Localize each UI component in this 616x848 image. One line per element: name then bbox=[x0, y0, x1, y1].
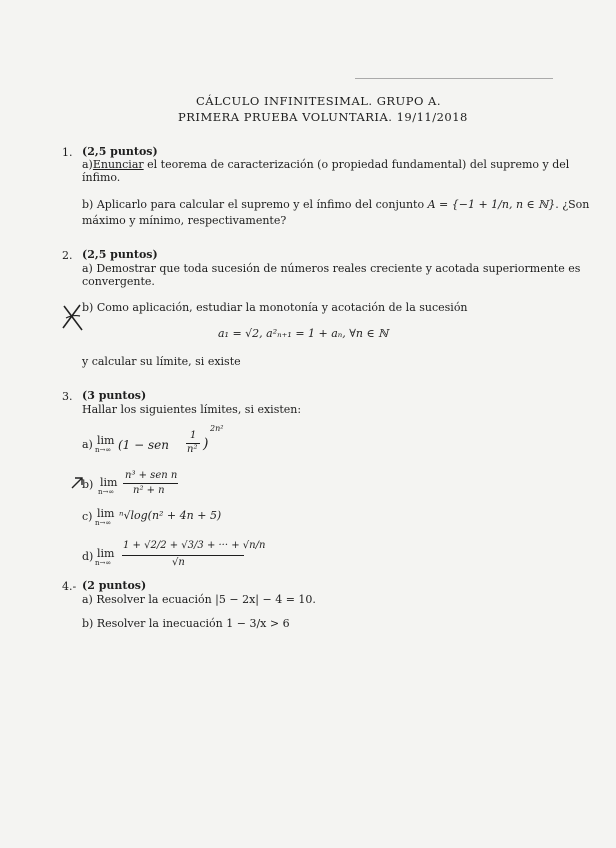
q3-c-lim: lim bbox=[97, 507, 115, 520]
q3-points: (3 puntos) bbox=[82, 389, 147, 402]
q2-b-line3: y calcular su límite, si existe bbox=[82, 355, 241, 368]
q3-d-frac-bar bbox=[122, 555, 244, 556]
q3-b-num: n³ + sen n bbox=[125, 470, 178, 481]
q3-a-frac-den: n² bbox=[187, 444, 198, 455]
q1-points: (2,5 puntos) bbox=[82, 145, 158, 158]
q3-a-lim: lim bbox=[97, 434, 115, 447]
q1-b-set: A = {−1 + 1/n, n ∈ ℕ} bbox=[427, 198, 556, 211]
q3-b-label: b) bbox=[82, 478, 94, 491]
q4-number: 4.- bbox=[62, 580, 77, 593]
q2-number: 2. bbox=[62, 249, 73, 262]
q2-points: (2,5 puntos) bbox=[82, 248, 158, 261]
arrow-mark-icon bbox=[70, 476, 84, 490]
q3-a-label: a) bbox=[82, 438, 93, 451]
q1-part-b bbox=[82, 198, 589, 211]
q3-a-base: (1 − sen bbox=[118, 438, 169, 452]
q1-b-line2: máximo y mínimo, respectivamente? bbox=[82, 214, 287, 227]
q3-d-lim: lim bbox=[97, 547, 115, 560]
q4-a-line: a) Resolver la ecuación |5 − 2x| − 4 = 10. bbox=[82, 593, 316, 606]
q1-number: 1. bbox=[62, 146, 73, 159]
q2-recurrence: a₁ = √2, a²ₙ₊₁ = 1 + aₙ, ∀n ∈ ℕ bbox=[218, 327, 389, 340]
q3-b-frac-bar bbox=[123, 483, 178, 484]
q3-d-label: d) bbox=[82, 550, 94, 563]
page-title: CÁLCULO INFINITESIMAL. GRUPO A. bbox=[196, 94, 442, 108]
q3-d-den: √n bbox=[172, 557, 185, 568]
q3-intro: Hallar los siguientes límites, si existen: bbox=[82, 403, 302, 416]
q3-a-frac-num: 1 bbox=[190, 430, 197, 441]
q2-a-line2: convergente. bbox=[82, 275, 155, 288]
q3-a-close: ) bbox=[203, 436, 209, 452]
q4-b-line: b) Resolver la inecuación 1 − 3/x > 6 bbox=[82, 617, 290, 630]
q3-c-expr: ⁿ√log(n² + 4n + 5) bbox=[119, 509, 222, 522]
q2-b-line1: b) Como aplicación, estudiar la monotonía y acotación de la sucesión bbox=[82, 301, 468, 314]
cross-mark-icon bbox=[60, 302, 86, 332]
q4-points: (2 puntos) bbox=[82, 579, 147, 592]
q1-a-line2: ínfimo. bbox=[82, 171, 121, 184]
q3-a-sub: n→∞ bbox=[95, 446, 112, 454]
page-subtitle: PRIMERA PRUEBA VOLUNTARIA. 19/11/2018 bbox=[178, 110, 468, 124]
q3-d-sub: n→∞ bbox=[95, 559, 112, 567]
q3-b-den: n² + n bbox=[133, 485, 165, 496]
q3-b-lim: lim bbox=[100, 476, 118, 489]
q1-a-rest: el teorema de caracterización (o propiedad fundamental) del supremo y del bbox=[143, 158, 570, 171]
q3-a-exp: 2n² bbox=[210, 424, 224, 433]
name-line bbox=[355, 78, 553, 79]
q2-a-line1: a) Demostrar que toda sucesión de números reales creciente y acotada superiormente es bbox=[82, 262, 581, 275]
q1-a-verb: Enunciar bbox=[92, 158, 144, 171]
q3-b-sub: n→∞ bbox=[98, 488, 115, 496]
q1-b-post: . ¿Son bbox=[555, 198, 590, 211]
q3-c-label: c) bbox=[82, 510, 93, 523]
q3-c-sub: n→∞ bbox=[95, 519, 112, 527]
q1-b-pre: b) Aplicarlo para calcular el supremo y el ínfimo del conjunto bbox=[82, 198, 428, 211]
q1-part-a bbox=[82, 158, 569, 171]
q3-d-num: 1 + √2/2 + √3/3 + ··· + √n/n bbox=[123, 540, 266, 551]
q1-a-prefix: a) bbox=[82, 158, 93, 171]
q3-number: 3. bbox=[62, 390, 73, 403]
